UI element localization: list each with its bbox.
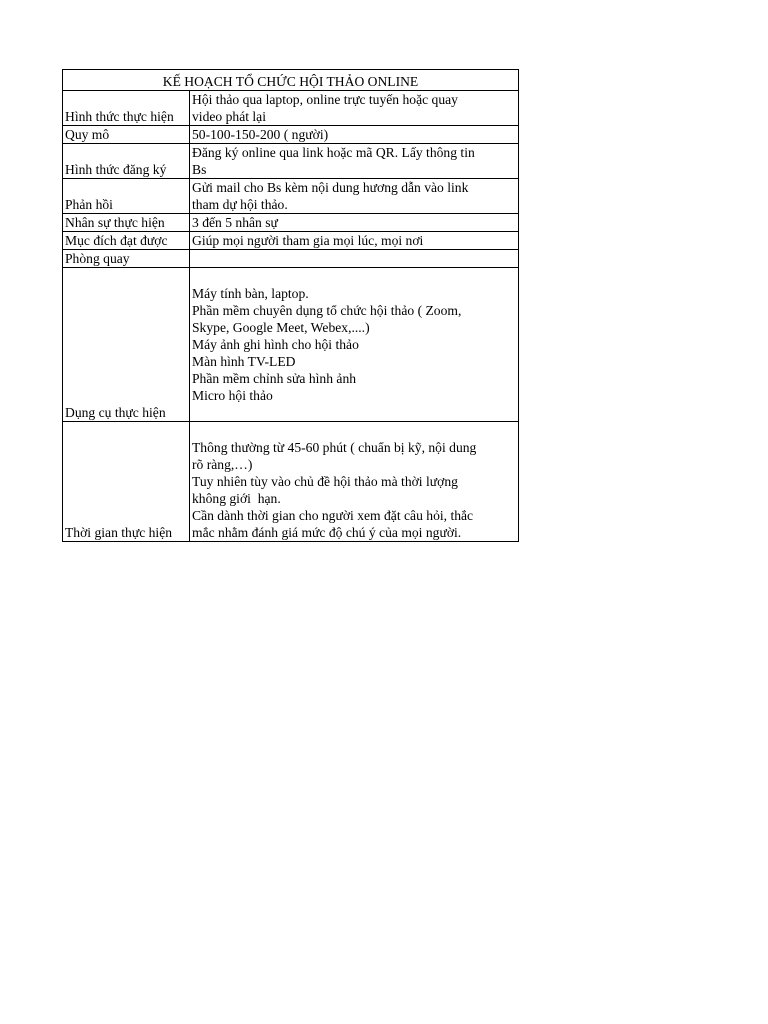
row-value [190,214,519,232]
value-line: Thông thường từ 45-60 phút ( chuẩn bị kỹ, nội dung [192,440,477,455]
value-line: Micro hội thảo [192,388,273,403]
value-line: Bs [192,162,207,177]
row-label: Nhân sự thực hiện [63,214,190,232]
spacer [192,404,516,421]
row-value [190,232,519,250]
value-line: Skype, Google Meet, Webex,....) [192,320,370,335]
row-value-empty [190,250,519,268]
value-line: 50-100-150-200 ( người) [192,127,329,142]
row-label: Hình thức thực hiện [63,91,190,126]
value-line: Phần mềm chỉnh sửa hình ảnh [192,371,357,386]
value-line: không giới hạn. [192,491,281,506]
row-label: Quy mô [63,126,190,144]
row-value [190,91,519,126]
value-line: Màn hình TV-LED [192,354,296,369]
document-title: KẾ HOẠCH TỔ CHỨC HỘI THẢO ONLINE [63,70,519,91]
row-value [190,126,519,144]
row-value [190,144,519,179]
value-line: Đăng ký online qua link hoặc mã QR. Lấy thông tin [192,145,475,160]
row-label: Dụng cụ thực hiện [63,268,190,422]
title-row [63,70,519,91]
row-label: Phản hồi [63,179,190,214]
row-label: Hình thức đăng ký [63,144,190,179]
table-row [63,422,519,542]
row-label: Mục đích đạt được [63,232,190,250]
value-line: Gửi mail cho Bs kèm nội dung hương dẫn vào link [192,180,469,195]
table-row [63,91,519,126]
plan-table [62,69,519,542]
spacer [192,422,516,439]
value-line: Hội thảo qua laptop, online trực tuyến hoặc quay [192,92,458,107]
value-line: rõ ràng,…) [192,457,253,472]
row-value [190,179,519,214]
value-line: video phát lại [192,109,266,124]
value-line: Cần dành thời gian cho người xem đặt câu hỏi, thắc [192,508,474,523]
row-label: Thời gian thực hiện [63,422,190,542]
value-line: Phần mềm chuyên dụng tổ chức hội thảo ( Zoom, [192,303,462,318]
row-value [190,422,519,542]
value-line: Máy tính bàn, laptop. [192,286,309,301]
row-value [190,268,519,422]
table-row [63,214,519,232]
value-line: Máy ảnh ghi hình cho hội thảo [192,337,359,352]
spacer [192,268,516,285]
value-line: mắc nhằm đánh giá mức độ chú ý của mọi người. [192,525,462,540]
value-line: 3 đến 5 nhân sự [192,215,278,230]
row-label: Phòng quay [63,250,190,268]
value-line: Tuy nhiên tùy vào chủ đề hội thảo mà thời lượng [192,474,458,489]
table-row [63,126,519,144]
table-row [63,144,519,179]
value-line: Giúp mọi người tham gia mọi lúc, mọi nơi [192,233,424,248]
table-row [63,268,519,422]
table-row [63,232,519,250]
table-row [63,179,519,214]
table-row [63,250,519,268]
value-line: tham dự hội thảo. [192,197,288,212]
